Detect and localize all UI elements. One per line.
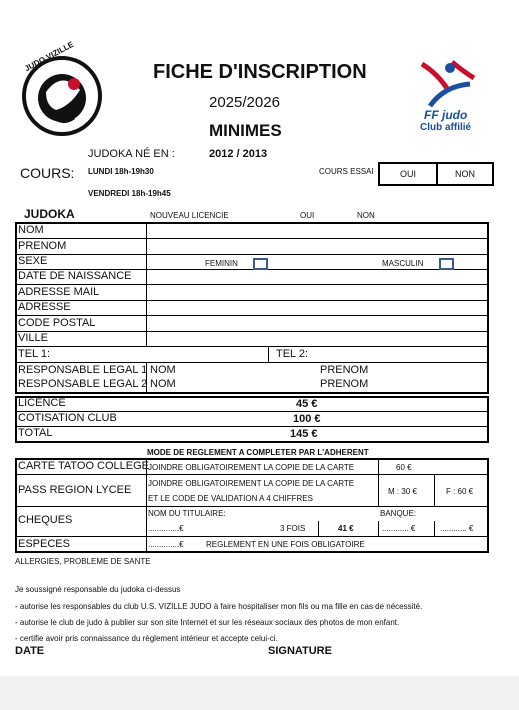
resp2-prenom: PRENOM	[320, 378, 369, 390]
field-adresse: ADRESSE	[18, 301, 71, 313]
pay-cheques-amount[interactable]: ..............€	[148, 524, 184, 533]
pay-pass-f: F : 60 €	[446, 487, 474, 496]
resp2-nom: NOM	[150, 378, 176, 390]
schedule-monday: LUNDI 18h-19h30	[88, 167, 154, 176]
cours-label: COURS:	[20, 165, 75, 181]
masculine-label: MASCULIN	[382, 259, 424, 268]
feminine-checkbox[interactable]	[253, 258, 268, 270]
pay-single-payment: REGLEMENT EN UNE FOIS OBLIGATOIRE	[206, 540, 365, 549]
pay-pass-text2: ET LE CODE DE VALIDATION A 4 CHIFFRES	[148, 494, 313, 503]
pay-41: 41 €	[338, 524, 354, 533]
schedule-friday: VENDREDI 18h-19h45	[88, 189, 171, 198]
field-prenom: PRENOM	[18, 240, 67, 252]
trial-no-box[interactable]	[438, 164, 492, 184]
pay-pass-text1: JOINDRE OBLIGATOIREMENT LA COPIE DE LA CARTE	[148, 479, 355, 488]
field-date-naissance: DATE DE NAISSANCE	[18, 270, 132, 282]
resp1-nom: NOM	[150, 364, 176, 376]
pay-pass-m: M : 30 €	[388, 487, 417, 496]
field-sexe: SEXE	[18, 255, 48, 267]
pay-pass-label: PASS REGION LYCEE	[18, 484, 132, 496]
resp1-label: RESPONSABLE LEGAL 1	[18, 364, 148, 376]
trial-no: NON	[455, 169, 475, 179]
new-license-label: NOUVEAU LICENCIE	[150, 211, 229, 220]
fee-licence-label: LICENCE	[18, 397, 66, 409]
trial-yes: OUI	[399, 169, 416, 179]
pay-bank: BANQUE:	[380, 509, 417, 518]
club-logo	[16, 39, 108, 142]
ffjudo-sub: Club affilié	[420, 122, 472, 133]
ffjudo-brand: FF judo	[424, 108, 468, 122]
pay-cheques-label: CHEQUES	[18, 514, 73, 526]
tel2-label: TEL 2:	[276, 348, 308, 360]
ffjudo-logo	[418, 56, 482, 136]
season: 2025/2026	[209, 94, 280, 111]
trial-label: COURS ESSAI	[319, 167, 374, 176]
category: MINIMES	[209, 121, 282, 140]
consent-rules: - certifie avoir pris connaissance du règlement intérieur et accepte celui-ci.	[15, 634, 278, 643]
masculine-checkbox[interactable]	[439, 258, 454, 270]
pay-tatoo-label: CARTE TATOO COLLEGE	[18, 460, 150, 472]
fee-cotisation-label: COTISATION CLUB	[18, 412, 117, 424]
pay-especes-amount[interactable]: ..............€	[148, 540, 184, 549]
fee-licence-value: 45 €	[296, 398, 318, 410]
resp2-label: RESPONSABLE LEGAL 2	[18, 378, 148, 390]
pay-installment-1[interactable]: ............ €	[382, 524, 416, 533]
new-license-no[interactable]: NON	[357, 211, 375, 220]
page-bottom-margin	[0, 676, 519, 710]
allergies-label: ALLERGIES, PROBLEME DE SANTE	[15, 557, 151, 566]
field-ville: VILLE	[18, 332, 48, 344]
born-label: JUDOKA NÉ EN :	[88, 148, 175, 160]
trial-options	[378, 162, 494, 186]
pay-especes-label: ESPECES	[18, 538, 70, 550]
pay-three-times: 3 FOIS	[280, 524, 306, 533]
undersigned-text: Je soussigné responsable du judoka ci-dessus	[15, 585, 181, 594]
feminine-label: FEMININ	[205, 259, 238, 268]
judoka-heading: JUDOKA	[24, 207, 75, 221]
signature-label: SIGNATURE	[268, 645, 332, 657]
consent-hospital: - autorise les responsables du club U.S. VIZILLE JUDO à faire hospitaliser mon fils ou ma fille en cas de nécessité.	[15, 602, 423, 611]
consent-photos: - autorise le club de judo à publier sur son site Internet et sur les réseaux sociaux des photos de mon enfant.	[15, 618, 400, 627]
field-adresse-mail: ADRESSE MAIL	[18, 286, 100, 298]
fee-cotisation-value: 100 €	[293, 413, 321, 425]
pay-tatoo-value: 60 €	[396, 463, 412, 472]
trial-yes-box[interactable]	[380, 164, 438, 184]
pay-installment-2[interactable]: ............ €	[440, 524, 474, 533]
pay-holder: NOM DU TITULAIRE:	[148, 509, 226, 518]
tel1-label: TEL 1:	[18, 348, 50, 360]
born-years: 2012 / 2013	[209, 148, 268, 160]
form-title: FICHE D'INSCRIPTION	[153, 61, 367, 83]
fee-total-value: 145 €	[290, 428, 318, 440]
date-label: DATE	[15, 645, 45, 657]
field-code-postal: CODE POSTAL	[18, 317, 96, 329]
pay-tatoo-text: JOINDRE OBLIGATOIREMENT LA COPIE DE LA CARTE	[148, 463, 355, 472]
new-license-yes[interactable]: OUI	[300, 211, 315, 220]
payment-heading: MODE DE REGLEMENT A COMPLETER PAR L'ADHERENT	[147, 448, 369, 457]
resp1-prenom: PRENOM	[320, 364, 369, 376]
fee-total-label: TOTAL	[18, 427, 53, 439]
club-logo-text: JUDO VIZILLE	[23, 39, 76, 74]
field-nom: NOM	[18, 224, 44, 236]
